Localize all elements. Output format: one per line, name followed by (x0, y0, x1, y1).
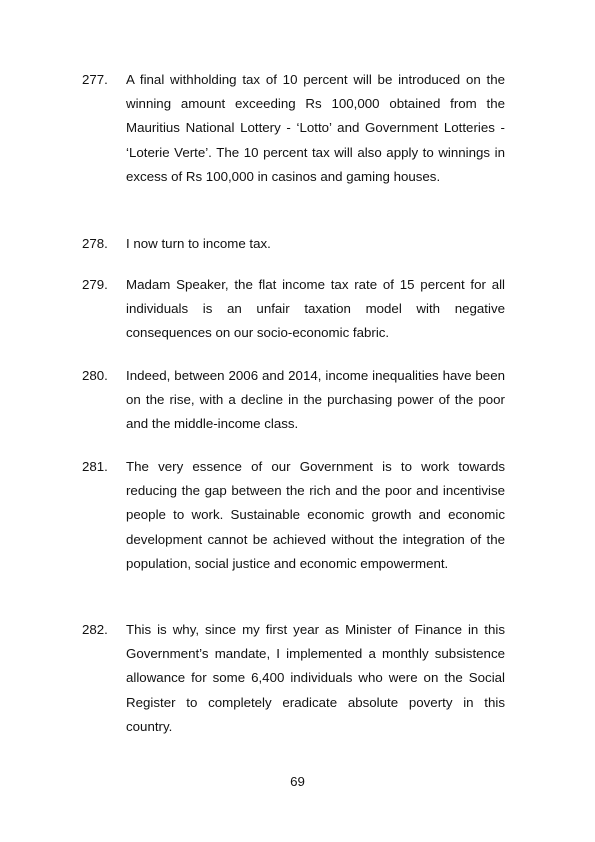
paragraph-number: 278. (82, 236, 108, 251)
paragraph-text: This is why, since my first year as Minister of Finance in this Government’s mandate, I implemented a monthly subsistence allowance for some 6,400 individuals who were on the Social Register to completely eradicate absolute poverty in this country. (126, 622, 505, 734)
paragraph-text: The very essence of our Government is to work towards reducing the gap between the rich and the poor and incentivise people to work. Sustainable economic growth and economic development cannot be achieved without the integration of the population, social justice and economic empowerment. (126, 459, 505, 571)
page-number: 69 (290, 774, 305, 789)
paragraph-number: 282. (82, 622, 108, 637)
paragraph-number: 279. (82, 277, 108, 292)
paragraph-number: 281. (82, 459, 108, 474)
paragraph-281 (82, 455, 506, 576)
paragraph-278 (82, 232, 506, 256)
paragraph-number: 280. (82, 368, 108, 383)
paragraph-text: Indeed, between 2006 and 2014, income inequalities have been on the rise, with a decline in the purchasing power of the poor and the middle-income class. (126, 368, 505, 432)
paragraph-number: 277. (82, 72, 108, 87)
paragraph-text: A final withholding tax of 10 percent will be introduced on the winning amount exceeding Rs 100,000 obtained from the Mauritius National Lottery - ‘Lotto’ and Government Lotteries - ‘Loterie Verte’. The 10 percent tax will also apply to winnings in excess of Rs 100,000 in casinos and gaming houses. (126, 72, 505, 184)
paragraph-282 (82, 618, 506, 739)
paragraph-text: I now turn to income tax. (126, 236, 271, 251)
paragraph-text: Madam Speaker, the flat income tax rate of 15 percent for all individuals is an unfair taxation model with negative consequences on our socio-economic fabric. (126, 277, 505, 341)
paragraph-279 (82, 273, 506, 346)
paragraph-277 (82, 68, 506, 189)
paragraph-280 (82, 364, 506, 437)
